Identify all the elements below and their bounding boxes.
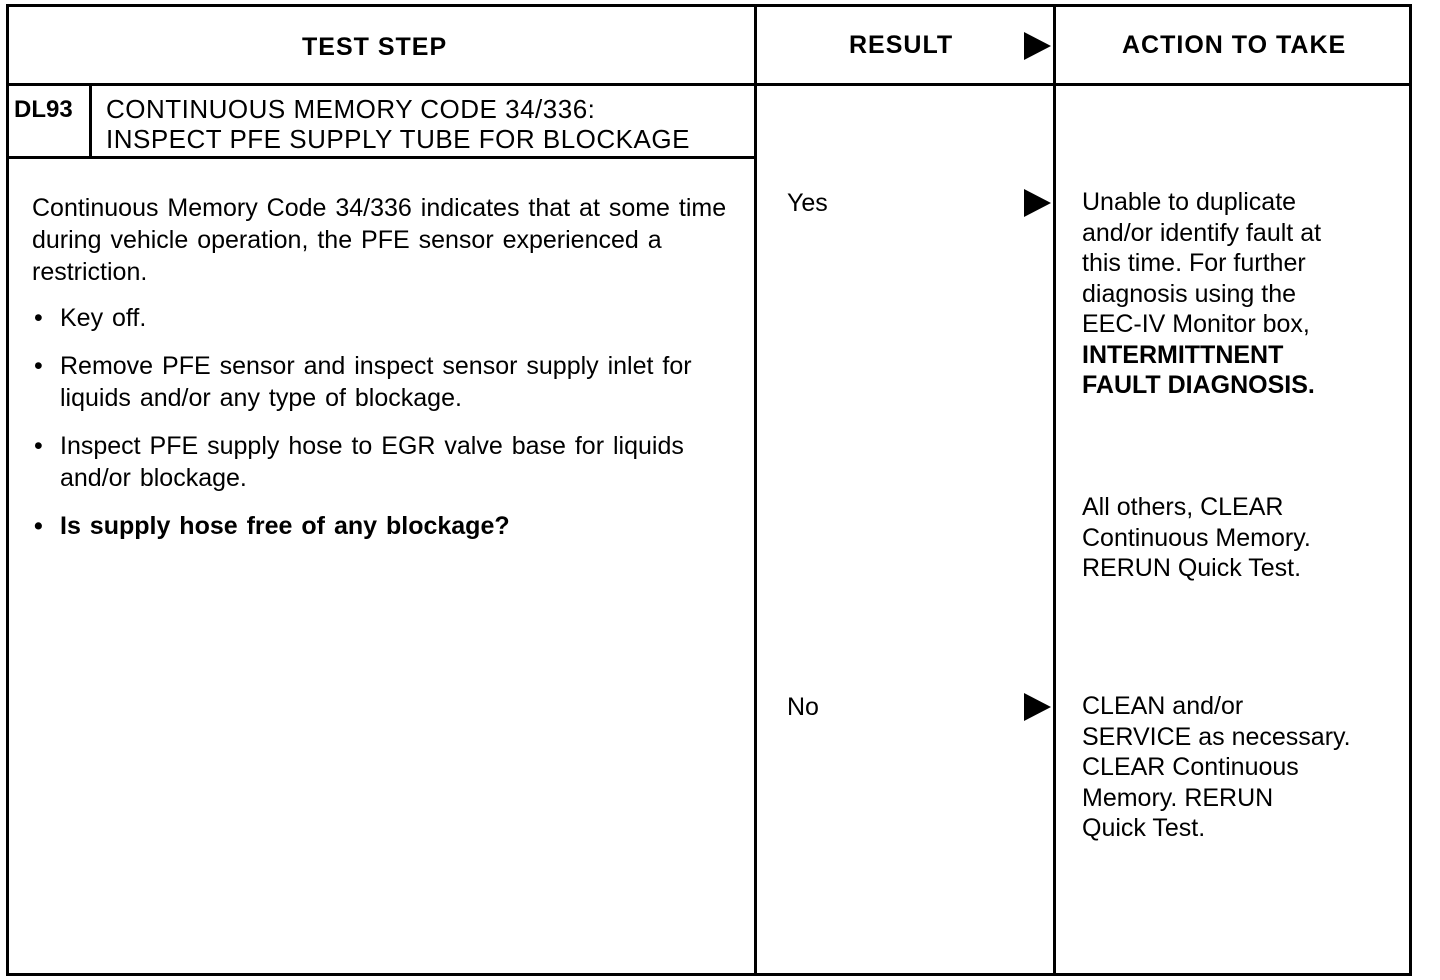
step-title-separator [6, 156, 757, 159]
action-all-others: All others, CLEAR Continuous Memory. RERUN Quick Test. [1082, 493, 1311, 582]
header-result-arrow-icon [1024, 32, 1051, 60]
header-result: RESULT [849, 31, 954, 59]
bullet-item: • Key off. [34, 304, 147, 332]
bullet-item: • Remove PFE sensor and inspect sensor supply inlet for liquids and/or any type of blockage. [34, 352, 692, 412]
step-title-line-1: CONTINUOUS MEMORY CODE 34/336: [106, 94, 596, 124]
header-test-step: TEST STEP [302, 33, 448, 61]
result-no-arrow-icon [1024, 693, 1051, 721]
result-yes-arrow-icon [1024, 189, 1051, 217]
step-intro: Continuous Memory Code 34/336 indicates that at some time during vehicle operation, the PFE sensor experienced a restriction. [32, 194, 727, 286]
step-code: DL93 [14, 96, 73, 123]
bullet-dot: • [34, 352, 43, 380]
bullet-item: • Inspect PFE supply hose to EGR valve base for liquids and/or blockage. [34, 432, 684, 492]
header-separator [6, 83, 1412, 86]
column-divider-result-action [1053, 4, 1056, 976]
bullet-dot: • [34, 432, 43, 460]
action-yes-reference: INTERMITTNENT [1082, 340, 1284, 369]
result-no-label: No [787, 693, 819, 721]
action-yes-reference: FAULT DIAGNOSIS. [1082, 371, 1315, 399]
step-code-divider [89, 83, 92, 158]
bullet-dot: • [34, 512, 43, 540]
action-no: CLEAN and/or SERVICE as necessary. CLEAR Continuous Memory. RERUN Quick Test. [1082, 692, 1351, 842]
step-question: • Is supply hose free of any blockage? [34, 512, 510, 540]
action-yes: Unable to duplicate and/or identify fault at this time. For further diagnosis using the EEC-IV Monitor box, INTERMITTNENT FAULT DIAGNOSIS. [1082, 187, 1402, 401]
step-instructions [32, 192, 732, 558]
header-action-to-take: ACTION TO TAKE [1122, 31, 1347, 59]
result-yes-label: Yes [787, 189, 828, 217]
column-divider-test-result [754, 4, 757, 976]
step-title-line-2: INSPECT PFE SUPPLY TUBE FOR BLOCKAGE [106, 124, 690, 154]
bullet-dot: • [34, 304, 43, 332]
